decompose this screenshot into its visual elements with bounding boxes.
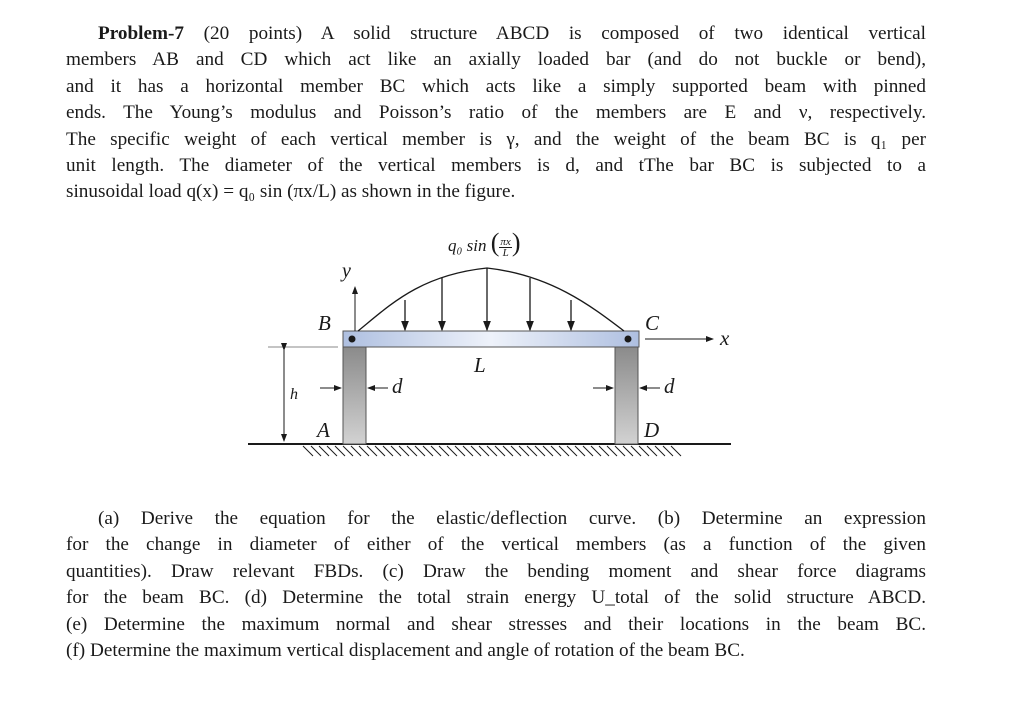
label-A: A xyxy=(317,418,330,442)
load-curve xyxy=(358,268,624,331)
label-B: B xyxy=(318,311,331,335)
ground-hatch xyxy=(303,446,681,456)
pin-B xyxy=(349,336,356,343)
question-line-1: (a) Derive the equation for the elastic/deflection curve. (b) Determine an expression xyxy=(98,508,926,529)
label-h: h xyxy=(290,386,298,403)
pin-C xyxy=(625,336,632,343)
column-AB xyxy=(343,346,366,444)
beam-BC xyxy=(343,331,639,347)
statement-line-7: sinusoidal load q(x) = q₀ sin (πx/L) as shown in the figure. xyxy=(66,181,516,203)
label-D: D xyxy=(644,418,660,442)
question-line-6: (f) Determine the maximum vertical displacement and angle of rotation of the beam BC. xyxy=(66,640,745,662)
label-y: y xyxy=(342,260,351,282)
load-label: q₀ sin ( $\frac{\pi x}{L}$ ) xyxy=(448,228,521,259)
label-x: x xyxy=(720,326,730,350)
statement-line-4: ends. The Young’s modulus and Poisson’s ratio of the members are E and ν, respectively. xyxy=(66,102,926,124)
questions xyxy=(66,506,926,664)
load-arrows xyxy=(405,268,571,330)
question-line-5: (e) Determine the maximum normal and shear stresses and their locations in the beam BC. xyxy=(66,613,926,635)
label-d-left: d xyxy=(392,374,403,398)
column-CD xyxy=(615,346,638,444)
question-line-2: for the change in diameter of either of the vertical members (as a function of the given xyxy=(66,534,926,556)
question-line-3: quantities). Draw relevant FBDs. (c) Draw the bending moment and shear force diagrams xyxy=(66,560,926,582)
statement-line-2: members AB and CD which act like an axially loaded bar (and do not buckle or bend), xyxy=(66,49,926,71)
statement-line-3: and it has a horizontal member BC which acts like a simply supported beam with pinned xyxy=(66,75,926,97)
load-fraction: $\frac{\pi x}{L}$ xyxy=(500,235,511,259)
statement-line-1: Problem-7 (20 points) A solid structure ABCD is composed of two identical vertical xyxy=(98,23,926,44)
label-C: C xyxy=(645,311,660,335)
question-line-4: for the beam BC. (d) Determine the total strain energy U_total of the solid structure ABCD. xyxy=(66,587,926,609)
label-d-right: d xyxy=(664,374,675,398)
statement-line-5: The specific weight of each vertical member is γ, and the weight of the beam BC is q₁ per xyxy=(66,128,926,150)
label-L: L xyxy=(474,353,486,377)
statement-line-6: unit length. The diameter of the vertical members is d, and tThe bar BC is subjected to a xyxy=(66,155,926,177)
problem-heading: Problem-7 xyxy=(98,23,184,44)
problem-points: (20 points) xyxy=(203,23,303,44)
